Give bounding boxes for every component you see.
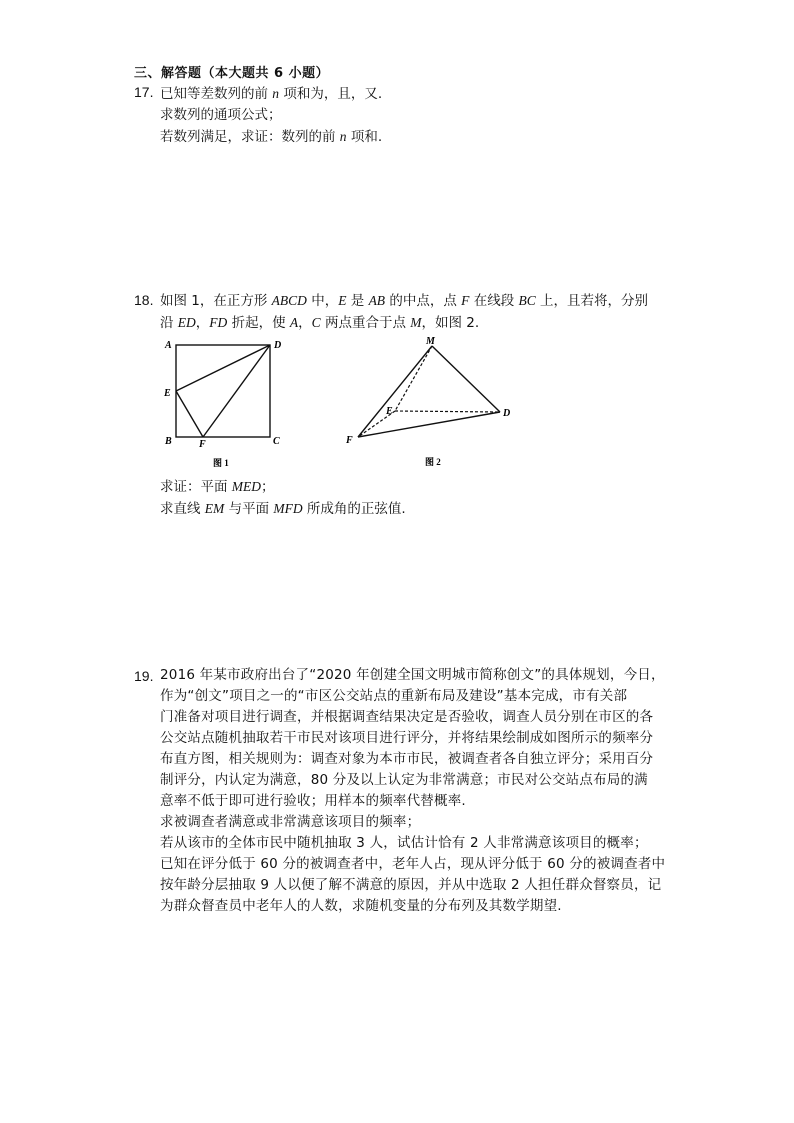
square-abcd [176,345,270,437]
edge-md [432,346,500,412]
fig2-label-e: E [386,406,393,417]
fig1-label-c: C [273,436,280,447]
question-17-body [160,83,382,148]
figure-2 [340,332,520,474]
q19-line-2: 作为“创文”项目之一的“市区公交站点的重新布局及建设”基本完成，市有关部 [160,688,628,704]
q18-part-2: 求直线 EM 与平面 MFD 所成角的正弦值. [160,501,406,517]
q19-line-11: 按年龄分层抽取 9 人以便了解不满意的原因，并从中选取 2 人担任群众督察员，记 [160,877,662,893]
fig2-label-f: F [346,435,353,446]
q18-line-2: 沿 ED，FD 折起，使 A，C 两点重合于点 M，如图 2. [160,315,480,331]
fig1-caption: 图 1 [213,458,229,468]
segment-ed [176,345,270,391]
q19-line-3: 门准备对项目进行调查，并根据调查结果决定是否验收，调查人员分别在市区的各 [160,709,654,725]
edge-me-hidden [395,346,432,411]
question-18-stem [160,290,648,334]
q19-line-10: 已知在评分低于 60 分的被调查者中，老年人占，现从评分低于 60 分的被调查者中 [160,856,666,872]
question-19-body [160,665,665,917]
segment-ef [176,391,203,437]
q17-line-2: 求数列的通项公式； [160,107,282,123]
fig2-caption: 图 2 [425,457,441,467]
fig1-label-a: A [165,340,172,351]
q19-line-12: 为群众督查员中老年人的人数，求随机变量的分布列及其数学期望. [160,898,562,914]
segment-fd [203,345,270,437]
q19-line-9: 若从该市的全体市民中随机抽取 3 人，试估计恰有 2 人非常满意该项目的概率； [160,835,648,851]
fig1-label-d: D [274,340,282,351]
fig1-label-f: F [199,439,206,450]
fig2-label-m: M [426,336,435,347]
q19-line-8: 求被调查者满意或非常满意该项目的频率； [160,814,421,830]
question-19-number: 19. [134,668,154,684]
edge-mf [358,346,432,437]
fig1-label-e: E [164,388,171,399]
q18-part-1: 求证：平面 MED； [160,479,275,495]
q19-line-7: 意率不低于即可进行验收；用样本的频率代替概率. [160,793,466,809]
q18-line-1: 如图 1，在正方形 ABCD 中，E 是 AB 的中点，点 F 在线段 BC 上，且若将，分别 [160,293,649,309]
q19-line-6: 制评分，内认定为满意，80 分及以上认定为非常满意；市民对公交站点布局的满 [160,772,648,788]
edge-fd [358,412,500,437]
q19-line-4: 公交站点随机抽取若干市民对该项目进行评分，并将结果绘制成如图所示的频率分 [160,730,654,746]
question-17-number: 17. [134,84,154,100]
section-title: 三、解答题（本大题共 6 小题） [134,66,330,81]
fig1-label-b: B [165,436,172,447]
q19-line-1: 2016 年某市政府出台了“2020 年创建全国文明城市简称创文”的具体规划，今日， [160,667,665,683]
q17-line-1: 已知等差数列的前 n 项和为，且，又. [160,86,383,102]
q19-line-5: 布直方图，相关规则为：调查对象为本市市民，被调查者各自独立评分；采用百分 [160,751,654,767]
question-18-number: 18. [134,292,154,308]
q17-line-3: 若数列满足，求证：数列的前 n 项和. [160,129,383,145]
edge-ed-hidden [395,411,500,412]
figure-1 [155,334,295,474]
fig2-label-d: D [503,408,511,419]
question-18-parts [160,476,406,520]
